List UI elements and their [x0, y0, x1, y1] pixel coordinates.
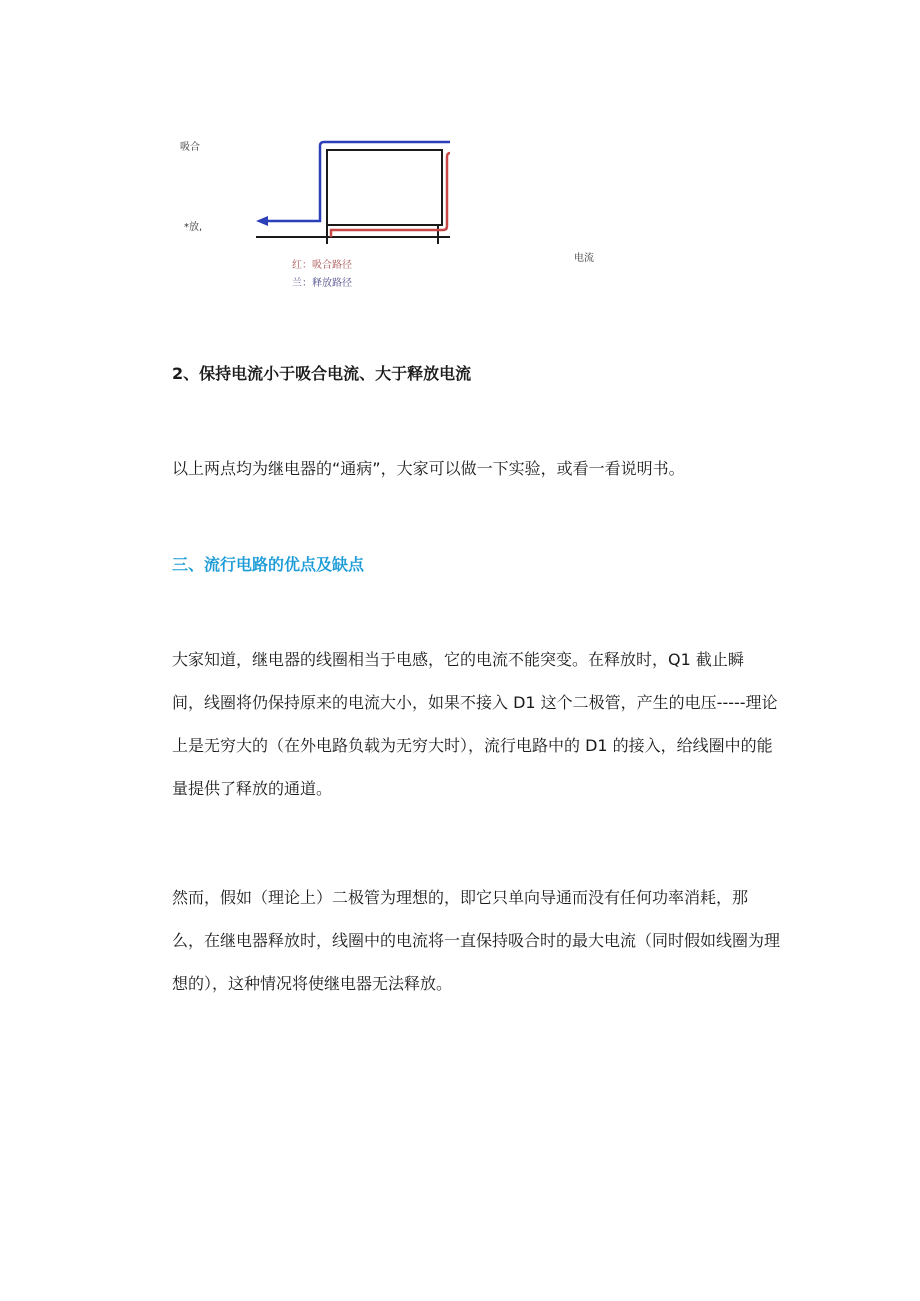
- paragraph-ideal-diode-line-1: 然而，假如（理论上）二极管为理想的，即它只单向导通而没有任何功率消耗，那: [172, 888, 749, 907]
- circuit-paths-svg: [250, 132, 540, 252]
- paragraph-inductance-line-2: 间，线圈将仍保持原来的电流大小，如果不接入 D1 这个二极管，产生的电压-----理论: [172, 693, 778, 712]
- section-3-heading: 三、流行电路的优点及缺点: [172, 555, 365, 574]
- pull-in-label: 吸合: [180, 142, 200, 153]
- paragraph-inductance-line-1: 大家知道，继电器的线圈相当于电感，它的电流不能突变。在释放时，Q1 截止瞬: [172, 650, 744, 669]
- blue-arrow-head: [256, 216, 268, 226]
- legend-blue-path: 兰：释放路径: [292, 278, 352, 289]
- coil-box: [327, 150, 442, 225]
- paragraph-common-issues: 以上两点均为继电器的“通病”，大家可以做一下实验，或看一看说明书。: [172, 459, 685, 478]
- paragraph-inductance: [172, 638, 782, 810]
- paragraph-ideal-diode-line-2: 么，在继电器释放时，线圈中的电流将一直保持吸合时的最大电流（同时假如线圈为理: [172, 931, 781, 950]
- paragraph-inductance-line-4: 量提供了释放的通道。: [172, 779, 333, 798]
- section-2-heading: 2、保持电流小于吸合电流、大于释放电流: [172, 364, 472, 383]
- paragraph-ideal-diode: [172, 876, 782, 1005]
- relay-diagram: [170, 120, 630, 300]
- release-label: *放,: [184, 222, 203, 233]
- blue-release-path: [262, 142, 450, 221]
- current-label: 电流: [574, 253, 594, 264]
- legend-red-path: 红：吸合路径: [292, 260, 352, 271]
- paragraph-ideal-diode-line-3: 想的），这种情况将使继电器无法释放。: [172, 974, 453, 993]
- paragraph-inductance-line-3: 上是无穷大的（在外电路负载为无穷大时），流行电路中的 D1 的接入，给线圈中的能: [172, 736, 773, 755]
